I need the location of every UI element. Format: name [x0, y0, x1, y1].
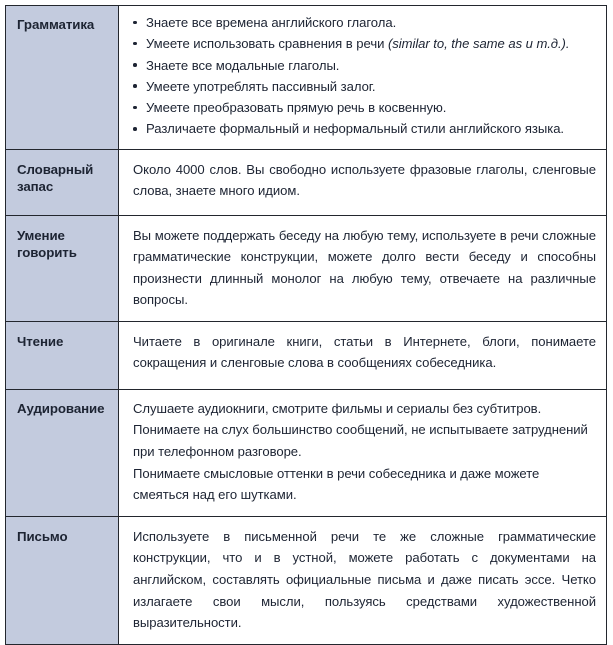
category-cell-writing — [6, 516, 119, 644]
category-cell-grammar — [6, 6, 119, 150]
list-item — [133, 119, 596, 138]
list-item — [133, 56, 596, 75]
category-cell-listening — [6, 389, 119, 516]
table-row — [6, 516, 607, 644]
bullet-dot-icon — [133, 42, 137, 46]
category-label: Умение говорить — [17, 227, 77, 260]
list-item — [133, 13, 596, 32]
list-item — [133, 98, 596, 117]
category-label: Аудирование — [17, 400, 105, 416]
category-cell-speaking — [6, 215, 119, 321]
table-row — [6, 389, 607, 516]
category-cell-reading — [6, 321, 119, 389]
description-line: Понимаете смысловые оттенки в речи собеседника и даже можете смеяться над его шутками. — [133, 465, 540, 503]
description-line: Понимаете на слух большинство сообщений, не испытываете затруднений при телефонном разговоре. — [133, 422, 588, 460]
table-row — [6, 321, 607, 389]
list-item-text: Умеете преобразовать прямую речь в косвенную. — [146, 100, 447, 116]
list-item-text: Умеете употреблять пассивный залог. — [146, 78, 376, 94]
description-line: Слушаете аудиокниги, смотрите фильмы и сериалы без субтитров. — [133, 400, 542, 416]
italic-example-note: (similar to, the same as и т.д.). — [387, 36, 570, 52]
bullet-dot-icon — [133, 21, 137, 25]
category-cell-vocabulary — [6, 149, 119, 215]
bullet-dot-icon — [133, 106, 137, 110]
list-item — [133, 77, 596, 96]
list-item-text: Различаете формальный и неформальный стили английского языка. — [146, 121, 565, 137]
bullet-dot-icon — [133, 63, 137, 67]
list-item-text: Знаете все времена английского глагола. — [146, 15, 397, 30]
category-label: Словарный запас — [17, 161, 94, 194]
description-cell-listening — [119, 389, 607, 516]
description-cell-vocabulary — [119, 149, 607, 215]
description-cell-writing — [119, 516, 607, 644]
category-label: Письмо — [17, 528, 68, 544]
table-row — [6, 215, 607, 321]
description-cell-reading — [119, 321, 607, 389]
description-text: Используете в письменной речи те же сложные грамматические конструкции, что и в устной, можете работать с документами на английском, составлять официальные письма и даже писать эссе. Четко излагаете свои мысли, пользуясь средствами художественной выразительности. — [133, 528, 596, 631]
grammar-bullet-list — [133, 13, 596, 139]
description-cell-speaking — [119, 215, 607, 321]
table-row — [6, 149, 607, 215]
category-label: Чтение — [17, 333, 64, 349]
table-row — [6, 6, 607, 150]
bullet-dot-icon — [133, 84, 137, 88]
english-level-skills-table — [5, 5, 607, 645]
description-text: Вы можете поддержать беседу на любую тему, используете в речи сложные грамматические конструкции, можете долго вести беседу и способны произнести длинный монолог на любую тему, отвечаете на различные вопросы. — [133, 227, 596, 308]
description-text: Читаете в оригинале книги, статьи в Интернете, блоги, понимаете сокращения и сленговые слова в сообщениях собеседника. — [133, 333, 596, 371]
description-cell-grammar — [119, 6, 607, 150]
list-item-text: Умеете использовать сравнения в речи — [146, 36, 388, 52]
bullet-dot-icon — [133, 127, 137, 131]
category-label: Грамматика — [17, 17, 95, 32]
list-item — [133, 34, 596, 53]
list-item-text: Знаете все модальные глаголы. — [146, 57, 340, 73]
description-text: Около 4000 слов. Вы свободно используете фразовые глаголы, сленговые слова, знаете много идиом. — [133, 161, 596, 199]
